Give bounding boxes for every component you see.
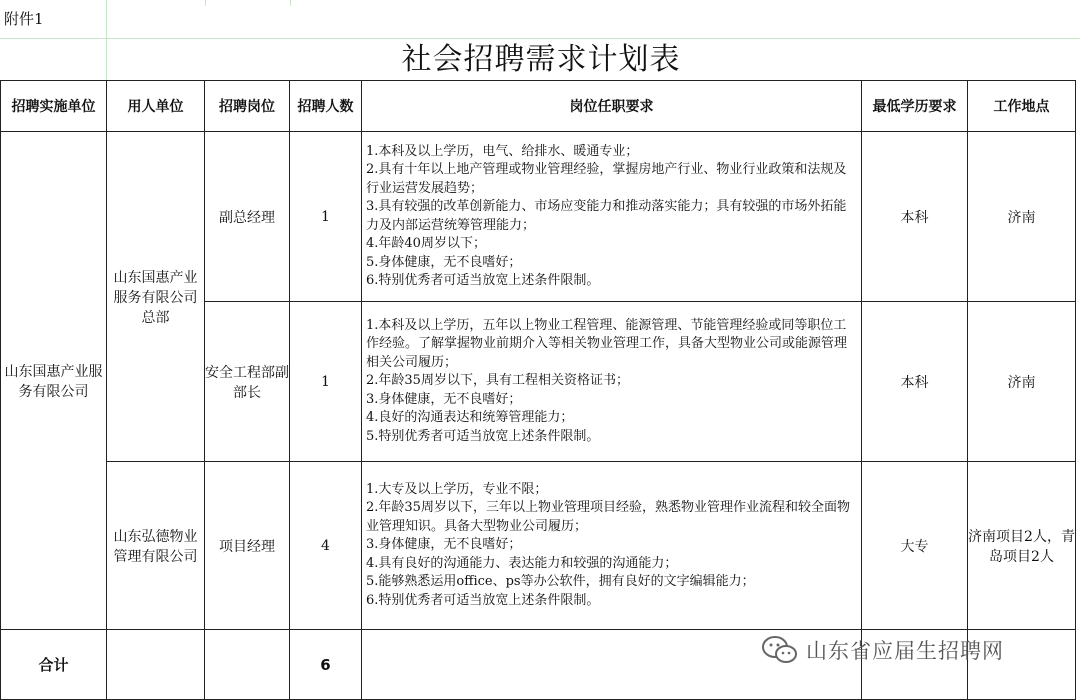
attachment-label: 附件1 xyxy=(4,10,44,28)
total-label: 合计 xyxy=(1,630,107,700)
requirement-line: 4.具有良好的沟通能力、表达能力和较强的沟通能力； xyxy=(366,555,678,571)
employer-cell: 山东弘德物业管理有限公司 xyxy=(107,462,205,630)
watermark-text: 山东省应届生招聘网 xyxy=(806,639,1004,663)
requirement-line: 2.年龄35周岁以下，三年以上物业管理项目经验，熟悉物业管理作业流程和较全面物业管理知识。具备大型物业公司履历； xyxy=(366,500,850,534)
requirement-line: 3.身体健康，无不良嗜好； xyxy=(366,391,522,407)
requirement-line: 5.身体健康，无不良嗜好； xyxy=(366,254,522,270)
position-title: 安全工程部副部长 xyxy=(205,302,290,462)
requirements-cell xyxy=(362,132,862,302)
watermark xyxy=(760,630,1004,670)
requirement-line: 5.能够熟悉运用office、ps等办公软件，拥有良好的文字编辑能力； xyxy=(366,574,755,590)
implementing-unit-cell: 山东国惠产业服务有限公司 xyxy=(1,132,107,630)
grid-line xyxy=(290,0,291,6)
requirement-line: 1.本科及以上学历，电气、给排水、暖通专业； xyxy=(366,143,639,159)
table-row xyxy=(1,462,1076,630)
header-cell: 岗位任职要求 xyxy=(362,81,862,132)
position-title: 副总经理 xyxy=(205,132,290,302)
requirement-line: 3.身体健康，无不良嗜好； xyxy=(366,537,522,553)
requirement-line: 1.本科及以上学历，五年以上物业工程管理、能源管理、节能管理经验或同等职位工作经验。了解掌握物业前期介入等相关物业管理工作，具备大型物业公司或能源管理相关公司履历； xyxy=(366,317,848,370)
requirement-line: 6.特别优秀者可适当放宽上述条件限制。 xyxy=(366,592,600,608)
education-cell: 本科 xyxy=(862,302,968,462)
position-title: 项目经理 xyxy=(205,462,290,630)
requirement-line: 2.年龄35周岁以下，具有工程相关资格证书； xyxy=(366,373,629,389)
page-title: 社会招聘需求计划表 xyxy=(401,42,681,77)
location-cell: 济南项目2人，青岛项目2人 xyxy=(968,462,1076,630)
header-cell: 工作地点 xyxy=(968,81,1076,132)
requirement-line: 6.特别优秀者可适当放宽上述条件限制。 xyxy=(366,273,600,288)
position-count: 1 xyxy=(290,302,362,462)
requirement-line: 4.良好的沟通表达和统筹管理能力； xyxy=(366,410,574,426)
header-cell: 招聘人数 xyxy=(290,81,362,132)
education-cell: 本科 xyxy=(862,132,968,302)
requirement-line: 5.特别优秀者可适当放宽上述条件限制。 xyxy=(366,428,600,444)
requirements-cell xyxy=(362,302,862,462)
header-cell: 招聘实施单位 xyxy=(1,81,107,132)
location-cell: 济南 xyxy=(968,132,1076,302)
wechat-icon xyxy=(760,634,800,666)
position-count: 1 xyxy=(290,132,362,302)
header-row xyxy=(1,81,1076,132)
header-cell: 招聘岗位 xyxy=(205,81,290,132)
position-count: 4 xyxy=(290,462,362,630)
table-row xyxy=(1,132,1076,302)
requirement-line: 2.具有十年以上地产管理或物业管理经验，掌握房地产行业、物业行业政策和法规及行业运营发展趋势； xyxy=(366,162,847,196)
requirement-line: 3.具有较强的改革创新能力、市场应变能力和推动落实能力；具有较强的市场外拓能力及内部运营统筹管理能力； xyxy=(366,199,847,233)
header-cell: 最低学历要求 xyxy=(862,81,968,132)
total-count: 6 xyxy=(290,630,362,700)
education-cell: 大专 xyxy=(862,462,968,630)
recruitment-table xyxy=(0,80,1076,700)
grid-line xyxy=(205,0,206,6)
header-cell: 用人单位 xyxy=(107,81,205,132)
empty-cell xyxy=(205,630,290,700)
requirement-line: 4.年龄40周岁以下； xyxy=(366,236,486,251)
requirements-cell xyxy=(362,462,862,630)
employer-cell: 山东国惠产业服务有限公司总部 xyxy=(107,132,205,462)
location-cell: 济南 xyxy=(968,302,1076,462)
requirement-line: 1.大专及以上学历，专业不限； xyxy=(366,481,548,497)
empty-cell xyxy=(107,630,205,700)
